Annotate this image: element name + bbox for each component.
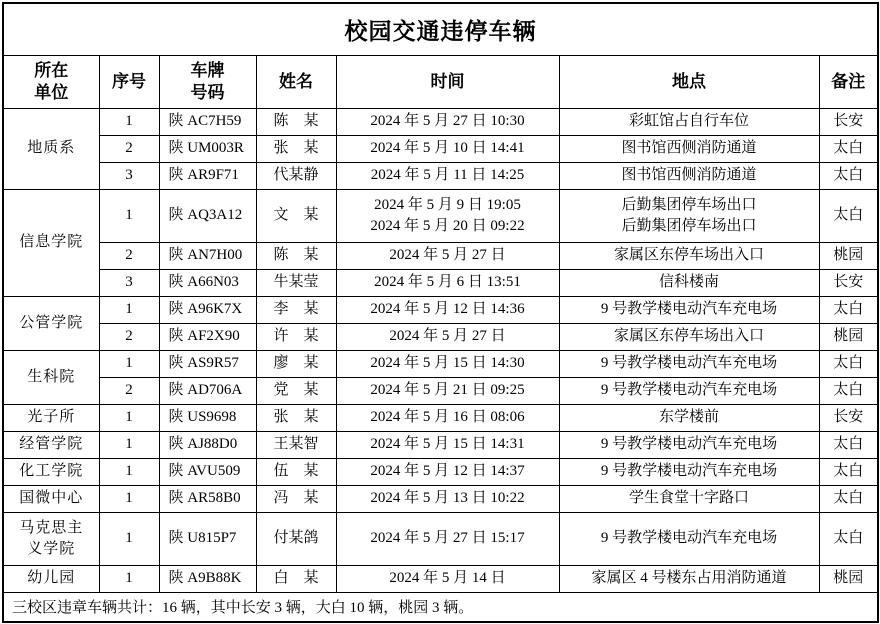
table-row (3, 512, 878, 565)
time-cell: 2024 年 5 月 27 日 10:30 (336, 108, 559, 135)
time-cell: 2024 年 5 月 15 日 14:30 (336, 350, 559, 377)
seq-cell: 1 (99, 108, 159, 135)
table-row (3, 431, 878, 458)
table-row (3, 135, 878, 162)
unit-cell: 光子所 (3, 404, 99, 431)
seq-cell: 2 (99, 377, 159, 404)
plate-cell: 陕 U815P7 (159, 512, 256, 565)
seq-cell: 1 (99, 512, 159, 565)
unit-cell: 马克思主 义学院 (3, 512, 99, 565)
remark-cell: 长安 (819, 404, 878, 431)
location-cell: 9 号教学楼电动汽车充电场 (559, 431, 819, 458)
location-cell: 家属区东停车场出入口 (559, 323, 819, 350)
name-cell: 党 某 (256, 377, 336, 404)
name-cell: 张 某 (256, 404, 336, 431)
table-row (3, 296, 878, 323)
col-header-name: 姓名 (256, 55, 336, 108)
seq-cell: 1 (99, 189, 159, 242)
table-row (3, 404, 878, 431)
violations-table (2, 2, 879, 623)
remark-cell: 太白 (819, 377, 878, 404)
name-cell: 代某静 (256, 162, 336, 189)
time-cell: 2024 年 5 月 27 日 (336, 323, 559, 350)
location-cell: 9 号教学楼电动汽车充电场 (559, 377, 819, 404)
plate-cell: 陕 AQ3A12 (159, 189, 256, 242)
seq-cell: 1 (99, 431, 159, 458)
name-cell: 伍 某 (256, 458, 336, 485)
location-cell: 信科楼南 (559, 269, 819, 296)
location-cell: 9 号教学楼电动汽车充电场 (559, 512, 819, 565)
name-cell: 李 某 (256, 296, 336, 323)
plate-cell: 陕 AJ88D0 (159, 431, 256, 458)
plate-cell: 陕 A96K7X (159, 296, 256, 323)
time-cell: 2024 年 5 月 14 日 (336, 565, 559, 592)
plate-cell: 陕 A9B88K (159, 565, 256, 592)
plate-cell: 陕 AR9F71 (159, 162, 256, 189)
plate-cell: 陕 AVU509 (159, 458, 256, 485)
seq-cell: 1 (99, 296, 159, 323)
table-row (3, 377, 878, 404)
time-cell: 2024 年 5 月 16 日 08:06 (336, 404, 559, 431)
remark-cell: 桃园 (819, 242, 878, 269)
location-cell: 彩虹馆占自行车位 (559, 108, 819, 135)
unit-cell: 幼儿园 (3, 565, 99, 592)
location-cell: 学生食堂十字路口 (559, 485, 819, 512)
title-row (3, 3, 878, 55)
col-header-time: 时间 (336, 55, 559, 108)
table-row (3, 189, 878, 242)
location-cell: 东学楼前 (559, 404, 819, 431)
name-cell: 牛某莹 (256, 269, 336, 296)
header-row (3, 55, 878, 108)
time-cell: 2024 年 5 月 11 日 14:25 (336, 162, 559, 189)
col-header-seq: 序号 (99, 55, 159, 108)
table-row (3, 108, 878, 135)
table-row (3, 323, 878, 350)
footer-row (3, 592, 878, 622)
remark-cell: 太白 (819, 135, 878, 162)
remark-cell: 太白 (819, 350, 878, 377)
time-cell: 2024 年 5 月 12 日 14:37 (336, 458, 559, 485)
unit-cell: 地质系 (3, 108, 99, 189)
remark-cell: 太白 (819, 189, 878, 242)
plate-cell: 陕 AN7H00 (159, 242, 256, 269)
plate-cell: 陕 AC7H59 (159, 108, 256, 135)
remark-cell: 桃园 (819, 565, 878, 592)
plate-cell: 陕 AS9R57 (159, 350, 256, 377)
remark-cell: 长安 (819, 269, 878, 296)
remark-cell: 太白 (819, 512, 878, 565)
name-cell: 陈 某 (256, 242, 336, 269)
plate-cell: 陕 AD706A (159, 377, 256, 404)
table-row (3, 242, 878, 269)
time-cell: 2024 年 5 月 21 日 09:25 (336, 377, 559, 404)
time-cell: 2024 年 5 月 15 日 14:31 (336, 431, 559, 458)
remark-cell: 太白 (819, 458, 878, 485)
table-row (3, 485, 878, 512)
unit-cell: 信息学院 (3, 189, 99, 296)
seq-cell: 1 (99, 350, 159, 377)
plate-cell: 陕 AF2X90 (159, 323, 256, 350)
unit-cell: 化工学院 (3, 458, 99, 485)
seq-cell: 1 (99, 485, 159, 512)
seq-cell: 2 (99, 242, 159, 269)
plate-cell: 陕 US9698 (159, 404, 256, 431)
location-cell: 9 号教学楼电动汽车充电场 (559, 458, 819, 485)
time-cell: 2024 年 5 月 13 日 10:22 (336, 485, 559, 512)
seq-cell: 1 (99, 404, 159, 431)
name-cell: 白 某 (256, 565, 336, 592)
table-row (3, 458, 878, 485)
time-cell: 2024 年 5 月 6 日 13:51 (336, 269, 559, 296)
col-header-remark: 备注 (819, 55, 878, 108)
col-header-unit: 所在 单位 (3, 55, 99, 108)
time-cell: 2024 年 5 月 27 日 15:17 (336, 512, 559, 565)
seq-cell: 1 (99, 565, 159, 592)
table-row (3, 162, 878, 189)
location-cell: 后勤集团停车场出口 后勤集团停车场出口 (559, 189, 819, 242)
unit-cell: 生科院 (3, 350, 99, 404)
plate-cell: 陕 A66N03 (159, 269, 256, 296)
name-cell: 张 某 (256, 135, 336, 162)
time-cell: 2024 年 5 月 10 日 14:41 (336, 135, 559, 162)
unit-cell: 公管学院 (3, 296, 99, 350)
remark-cell: 长安 (819, 108, 878, 135)
col-header-location: 地点 (559, 55, 819, 108)
plate-cell: 陕 UM003R (159, 135, 256, 162)
time-cell: 2024 年 5 月 9 日 19:05 2024 年 5 月 20 日 09:22 (336, 189, 559, 242)
remark-cell: 太白 (819, 162, 878, 189)
location-cell: 家属区东停车场出入口 (559, 242, 819, 269)
time-cell: 2024 年 5 月 27 日 (336, 242, 559, 269)
seq-cell: 2 (99, 135, 159, 162)
name-cell: 陈 某 (256, 108, 336, 135)
location-cell: 图书馆西侧消防通道 (559, 162, 819, 189)
name-cell: 廖 某 (256, 350, 336, 377)
seq-cell: 3 (99, 269, 159, 296)
unit-cell: 经管学院 (3, 431, 99, 458)
location-cell: 图书馆西侧消防通道 (559, 135, 819, 162)
time-cell: 2024 年 5 月 12 日 14:36 (336, 296, 559, 323)
table-row (3, 269, 878, 296)
location-cell: 9 号教学楼电动汽车充电场 (559, 296, 819, 323)
seq-cell: 3 (99, 162, 159, 189)
unit-cell: 国微中心 (3, 485, 99, 512)
col-header-plate: 车牌 号码 (159, 55, 256, 108)
table-row (3, 350, 878, 377)
seq-cell: 2 (99, 323, 159, 350)
name-cell: 王某智 (256, 431, 336, 458)
remark-cell: 太白 (819, 485, 878, 512)
seq-cell: 1 (99, 458, 159, 485)
location-cell: 家属区 4 号楼东占用消防通道 (559, 565, 819, 592)
name-cell: 冯 某 (256, 485, 336, 512)
name-cell: 许 某 (256, 323, 336, 350)
page-title: 校园交通违停车辆 (3, 3, 878, 55)
location-cell: 9 号教学楼电动汽车充电场 (559, 350, 819, 377)
remark-cell: 太白 (819, 296, 878, 323)
remark-cell: 太白 (819, 431, 878, 458)
summary-text: 三校区违章车辆共计：16 辆，其中长安 3 辆，大白 10 辆，桃园 3 辆。 (3, 592, 878, 622)
name-cell: 文 某 (256, 189, 336, 242)
table-row (3, 565, 878, 592)
remark-cell: 桃园 (819, 323, 878, 350)
name-cell: 付某鸽 (256, 512, 336, 565)
plate-cell: 陕 AR58B0 (159, 485, 256, 512)
